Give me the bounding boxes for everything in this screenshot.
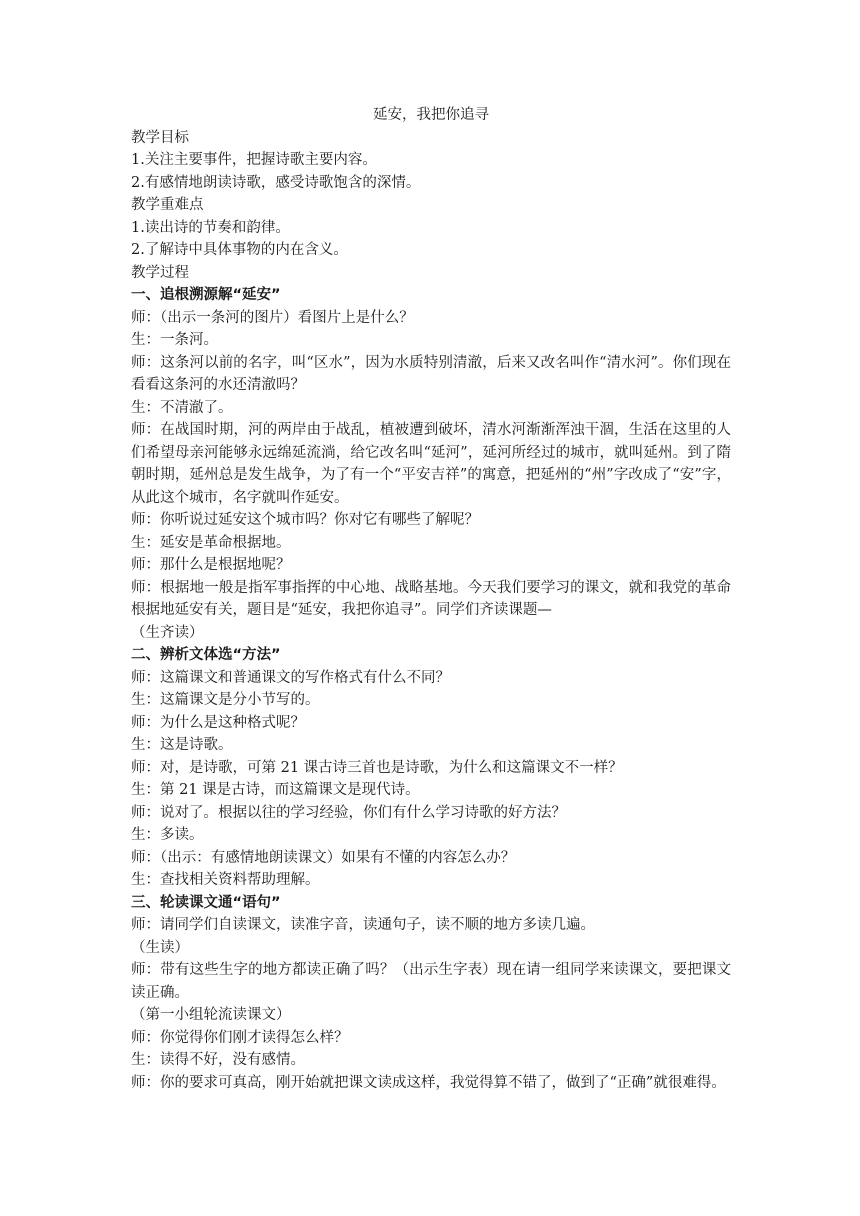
document-page bbox=[131, 104, 731, 1094]
paragraph: 师：带有这些生字的地方都读正确了吗？（出示生字表）现在请一组同学来读课文，要把课文读正确。 bbox=[131, 962, 731, 1001]
paragraph: 生：延安是革命根据地。 bbox=[131, 534, 291, 551]
paragraph: 师：为什么是这种格式呢？ bbox=[131, 714, 305, 731]
paragraph: 2.有感情地朗读诗歌，感受诗歌饱含的深情。 bbox=[131, 174, 421, 191]
paragraph: （生齐读） bbox=[131, 624, 204, 641]
document-body bbox=[131, 127, 731, 1095]
paragraph: （生读） bbox=[131, 939, 189, 956]
paragraph: 教学过程 bbox=[131, 264, 189, 281]
paragraph: 师：在战国时期，河的两岸由于战乱，植被遭到破坏，清水河渐渐浑浊干涸，生活在这里的人们希望母亲河能够永远绵延流淌，给它改名叫“延河”，延河所经过的城市，就叫延州。到了隋朝时期，延州总是发生战争，为了有一个“平安吉祥”的寓意，把延州的“州”字改成了“安”字，从此这个城市，名字就叫作延安。 bbox=[131, 422, 731, 506]
paragraph: 生：这篇课文是分小节写的。 bbox=[131, 692, 320, 708]
paragraph: 生：多读。 bbox=[131, 827, 204, 843]
paragraph: 师：（出示：有感情地朗读课文）如果有不懂的内容怎么办？ bbox=[131, 849, 516, 866]
paragraph: 师：根据地一般是指军事指挥的中心地、战略基地。今天我们要学习的课文，就和我党的革命根据地延安有关，题目是“延安，我把你追寻”。同学们齐读课题— bbox=[131, 579, 731, 618]
paragraph: 教学重难点 bbox=[131, 197, 204, 213]
paragraph: 师：对，是诗歌，可第 21 课古诗三首也是诗歌，为什么和这篇课文不一样？ bbox=[131, 759, 623, 776]
paragraph: （第一小组轮流读课文） bbox=[131, 1007, 291, 1023]
paragraph: 师：（出示一条河的图片）看图片上是什么？ bbox=[131, 309, 414, 326]
section-heading: 三、轮读课文通“语句” bbox=[131, 894, 281, 911]
paragraph: 生：查找相关资料帮助理解。 bbox=[131, 872, 320, 888]
paragraph: 师：说对了。根据以往的学习经验，你们有什么学习诗歌的好方法？ bbox=[131, 804, 566, 821]
paragraph: 生：这是诗歌。 bbox=[131, 737, 233, 753]
paragraph: 师：请同学们自读课文，读准字音，读通句子，读不顺的地方多读几遍。 bbox=[131, 917, 595, 933]
paragraph: 教学目标 bbox=[131, 129, 189, 146]
paragraph: 生：一条河。 bbox=[131, 332, 218, 348]
paragraph: 师：这篇课文和普通课文的写作格式有什么不同？ bbox=[131, 669, 450, 686]
section-heading: 一、追根溯源解“延安” bbox=[131, 287, 281, 303]
paragraph: 师：那什么是根据地呢？ bbox=[131, 557, 291, 573]
section-heading: 二、辨析文体选“方法” bbox=[131, 647, 281, 663]
paragraph: 师：你听说过延安这个城市吗？你对它有哪些了解呢？ bbox=[131, 512, 479, 528]
paragraph: 1.读出诗的节奏和韵律。 bbox=[131, 219, 290, 236]
paragraph: 生：不清澈了。 bbox=[131, 399, 233, 416]
paragraph: 1.关注主要事件，把握诗歌主要内容。 bbox=[131, 152, 377, 168]
paragraph: 师：你觉得你们刚才读得怎么样？ bbox=[131, 1029, 349, 1046]
paragraph: 生：第 21 课是古诗，而这篇课文是现代诗。 bbox=[131, 782, 420, 798]
paragraph: 生：读得不好，没有感情。 bbox=[131, 1052, 305, 1068]
document-title: 延安，我把你追寻 bbox=[373, 107, 489, 123]
paragraph: 师：你的要求可真高，刚开始就把课文读成这样，我觉得算不错了，做到了“正确”就很难得。 bbox=[131, 1074, 726, 1091]
paragraph: 师：这条河以前的名字，叫“区水”，因为水质特别清澈，后来又改名叫作“清水河”。你们现在看看这条河的水还清澈吗？ bbox=[131, 354, 731, 393]
paragraph: 2.了解诗中具体事物的内在含义。 bbox=[131, 242, 348, 258]
